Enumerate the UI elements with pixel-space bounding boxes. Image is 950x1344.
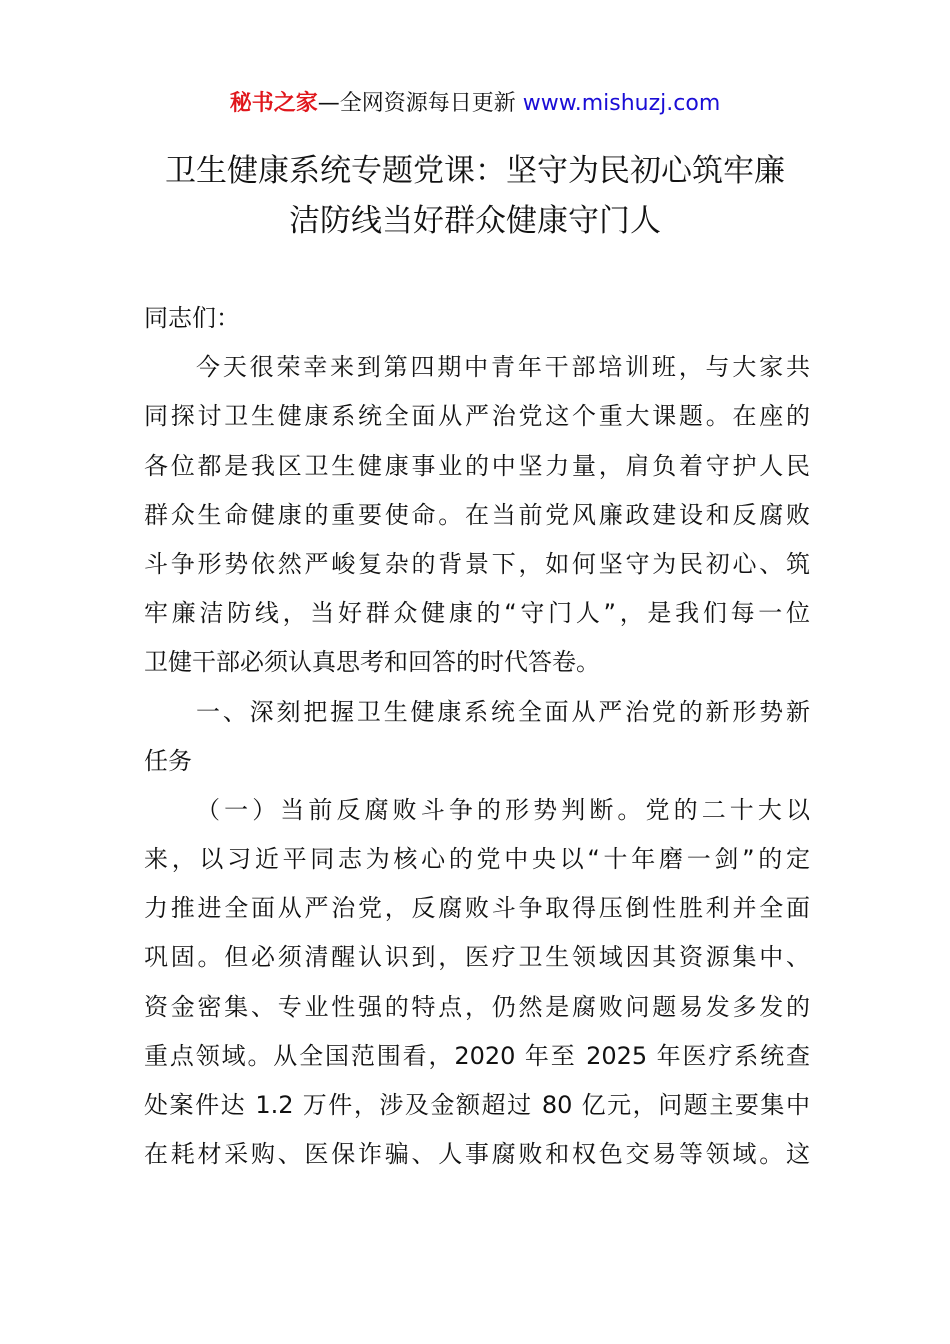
paragraph-line: 在耗材采购、医保诈骗、人事腐败和权色交易等领域。这 — [144, 1140, 810, 1169]
section-heading-line: 任务 — [144, 746, 192, 775]
paragraph-line: 今天很荣幸来到第四期中青年干部培训班，与大家共 — [196, 353, 810, 382]
paragraph-line: 斗争形势依然严峻复杂的背景下，如何坚守为民初心、筑 — [144, 549, 810, 578]
site-header — [0, 88, 950, 120]
salutation: 同志们： — [144, 304, 240, 332]
paragraph-line: 卫健干部必须认真思考和回答的时代答卷。 — [144, 648, 600, 677]
paragraph-line: 处案件达 1.2 万件，涉及金额超过 80 亿元，问题主要集中 — [144, 1091, 810, 1119]
title-line: 洁防线当好群众健康守门人 — [289, 203, 661, 239]
paragraph-line: 牢廉洁防线，当好群众健康的“守门人”，是我们每一位 — [144, 599, 810, 628]
paragraph-line: 力推进全面从严治党，反腐败斗争取得压倒性胜利并全面 — [144, 894, 810, 923]
brand-name: 秘书之家 — [229, 91, 318, 116]
paragraph-line: 资金密集、专业性强的特点，仍然是腐败问题易发多发的 — [144, 992, 810, 1021]
paragraph-line: 来，以习近平同志为核心的党中央以“十年磨一剑”的定 — [144, 845, 810, 874]
paragraph-line: 重点领域。从全国范围看，2020 年至 2025 年医疗系统查 — [144, 1041, 810, 1070]
site-url-link[interactable]: www.mishuzj.com — [522, 91, 721, 116]
paragraph-line: （一）当前反腐败斗争的形势判断。党的二十大以 — [196, 795, 810, 824]
document-body — [144, 294, 810, 1179]
header-tagline: —全网资源每日更新 — [317, 91, 523, 116]
title-line: 卫生健康系统专题党课：坚守为民初心筑牢廉 — [165, 153, 785, 189]
paragraph-line: 巩固。但必须清醒认识到，医疗卫生领域因其资源集中、 — [144, 943, 810, 972]
paragraph-line: 同探讨卫生健康系统全面从严治党这个重大课题。在座的 — [144, 402, 810, 431]
document-title — [130, 146, 820, 246]
paragraph-line: 各位都是我区卫生健康事业的中坚力量，肩负着守护人民 — [144, 451, 810, 480]
paragraph-line: 群众生命健康的重要使命。在当前党风廉政建设和反腐败 — [144, 500, 810, 529]
section-heading-line: 一、深刻把握卫生健康系统全面从严治党的新形势新 — [196, 697, 810, 726]
